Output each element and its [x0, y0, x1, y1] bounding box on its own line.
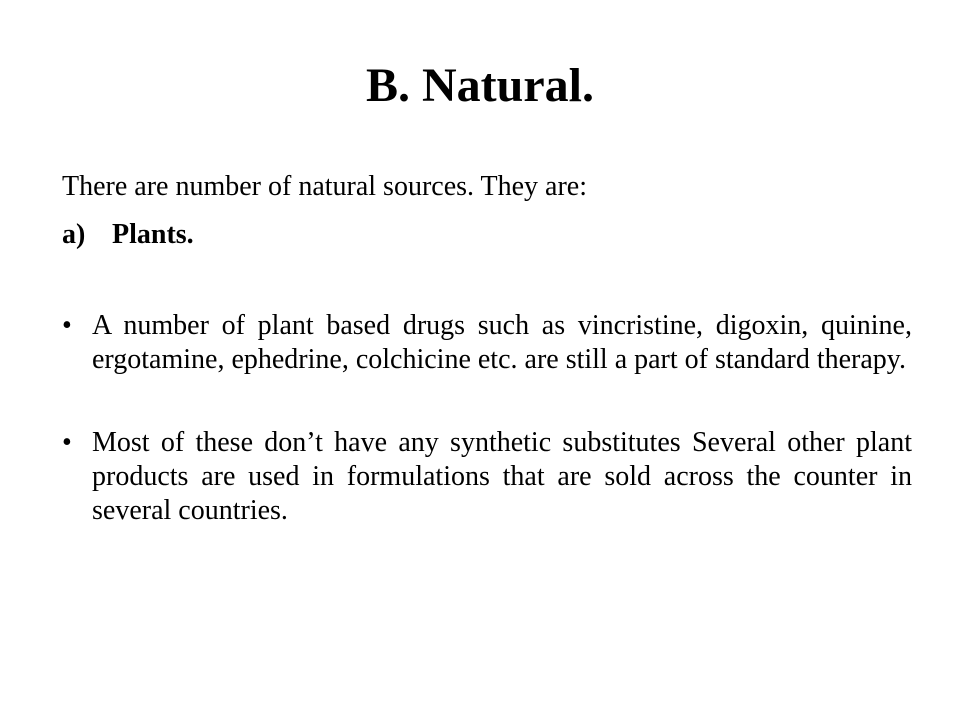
- slide-title: B. Natural.: [366, 59, 594, 112]
- intro-text: There are number of natural sources. They are:: [62, 171, 588, 202]
- bullet-icon: •: [62, 310, 72, 342]
- bullet-item-2: [62, 426, 912, 527]
- bullet-icon: •: [62, 427, 72, 459]
- bullet-text-2: Most of these don’t have any synthetic substitutes Several other plant products are used in formulations that are sold across the counter in several countries.: [92, 427, 912, 526]
- sub-item-marker: a): [62, 218, 86, 250]
- bullet-item-1: [62, 309, 912, 376]
- sub-item-plants: [62, 218, 912, 252]
- slide-content: [62, 170, 912, 527]
- bullet-text-1: A number of plant based drugs such as vincristine, digoxin, quinine, ergotamine, ephedrine, colchicine etc. are still a part of standard therapy.: [92, 310, 912, 375]
- sub-item-label: Plants.: [112, 218, 194, 250]
